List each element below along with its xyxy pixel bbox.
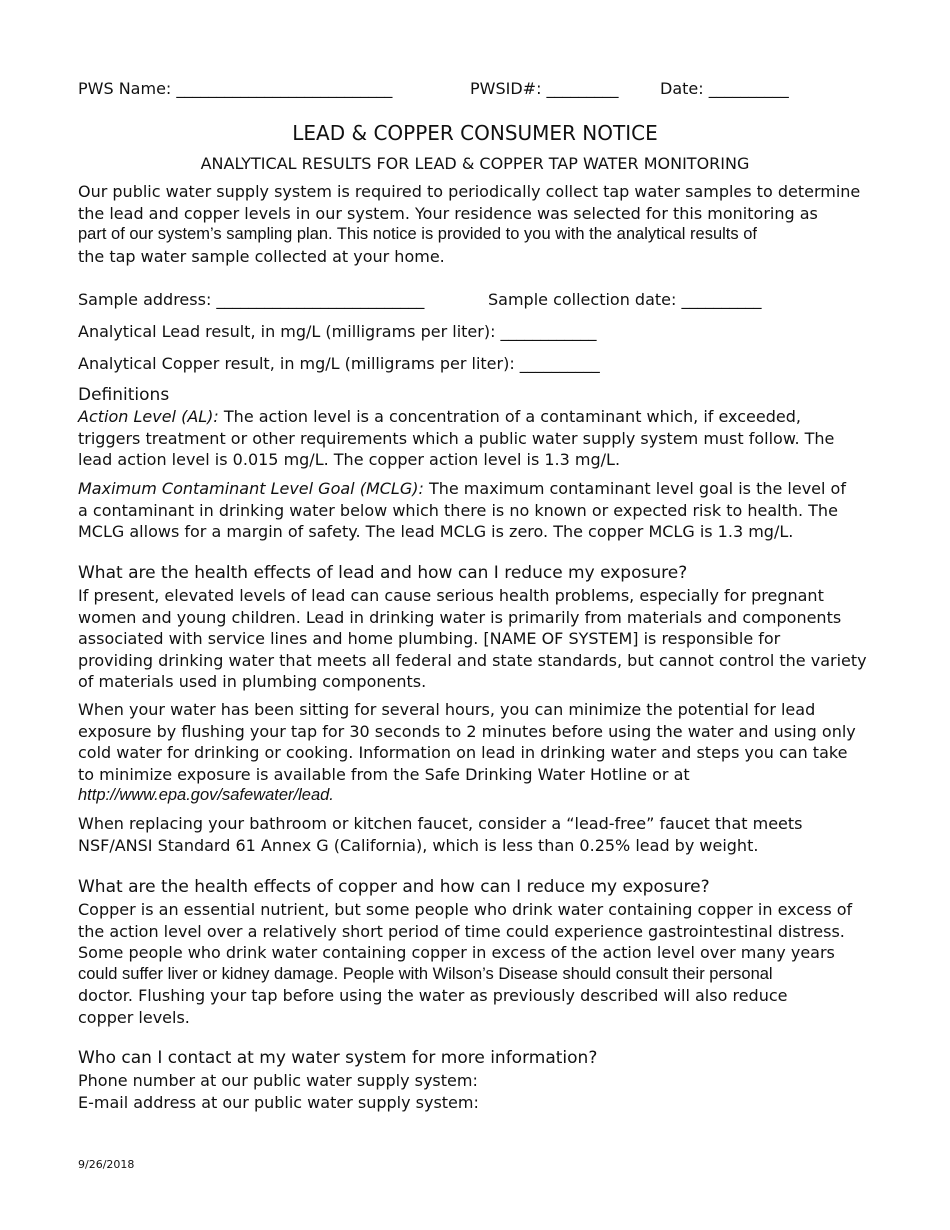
lead-section-heading: What are the health effects of lead and how can I reduce my exposure? <box>78 563 688 583</box>
pws-name-field: PWS Name: ___________________________ <box>78 79 393 98</box>
date-field: Date: __________ <box>660 79 789 98</box>
lead-paragraph-3: When replacing your bathroom or kitchen faucet, consider a “lead-free” faucet that meets NSF/ANSI Standard 61 Annex G (California), which is less than 0.25% lead by weight. <box>78 814 803 855</box>
notice-subtitle: ANALYTICAL RESULTS FOR LEAD & COPPER TAP WATER MONITORING <box>200 154 750 173</box>
definitions-heading: Definitions <box>78 385 170 405</box>
intro-paragraph: Our public water supply system is required to periodically collect tap water samples to determine the lead and copper levels in our system. Your residence was selected for this monitoring as part of our system’s sampling plan. This notice is provided to you with the analytical results of the tap water sample collected at your home. <box>78 182 861 266</box>
mclg-definition: Maximum Contaminant Level Goal (MCLG): The maximum contaminant level goal is the level of a contaminant in drinking water below which there is no known or expected risk to health. The MCLG allows for a margin of safety. The lead MCLG is zero. The copper MCLG is 1.3 mg/L. <box>78 479 846 542</box>
action-level-term: Action Level (AL): <box>78 407 219 426</box>
mclg-term: Maximum Contaminant Level Goal (MCLG): <box>78 479 424 498</box>
sample-address-field: Sample address: __________________________ <box>78 290 425 309</box>
action-level-definition: Action Level (AL): The action level is a concentration of a contaminant which, if exceeded, triggers treatment or other requirements which a public water supply system must follow. The lead action level is 0.015 mg/L. The copper action level is 1.3 mg/L. <box>78 407 835 470</box>
contact-section-heading: Who can I contact at my water system for more information? <box>78 1048 598 1068</box>
contact-email-label: E-mail address at our public water supply system: <box>78 1093 479 1112</box>
pwsid-field: PWSID#: _________ <box>470 79 619 98</box>
notice-title: LEAD & COPPER CONSUMER NOTICE <box>292 121 658 145</box>
footer-date: 9/26/2018 <box>78 1158 135 1171</box>
epa-lead-link[interactable]: http://www.epa.gov/safewater/lead. <box>78 786 334 805</box>
contact-phone-label: Phone number at our public water supply system: <box>78 1071 478 1090</box>
copper-result-field: Analytical Copper result, in mg/L (milligrams per liter): __________ <box>78 354 600 373</box>
sample-date-field: Sample collection date: __________ <box>488 290 762 309</box>
lead-paragraph-1: If present, elevated levels of lead can cause serious health problems, especially for pregnant women and young children. Lead in drinking water is primarily from materials and components associated with service lines and home plumbing. [NAME OF SYSTEM] is responsible for providing drinking water that meets all federal and state standards, but cannot control the variety of materials used in plumbing components. <box>78 586 867 692</box>
lead-result-field: Analytical Lead result, in mg/L (milligrams per liter): ____________ <box>78 322 597 341</box>
lead-paragraph-2: When your water has been sitting for several hours, you can minimize the potential for lead exposure by flushing your tap for 30 seconds to 2 minutes before using the water and using only cold water for drinking or cooking. Information on lead in drinking water and steps you can take to minimize exposure is available from the Safe Drinking Water Hotline or at http://www.epa.gov/safewater/lead. <box>78 699 878 807</box>
copper-paragraph: Copper is an essential nutrient, but some people who drink water containing copper in excess of the action level over a relatively short period of time could experience gastrointestinal distress. Some people who drink water containing copper in excess of the action level over many years could suffer liver or kidney damage. People with Wilson’s Disease should consult their personal doctor. Flushing your tap before using the water as previously described will also reduce copper levels. <box>78 900 853 1027</box>
copper-section-heading: What are the health effects of copper and how can I reduce my exposure? <box>78 877 710 897</box>
